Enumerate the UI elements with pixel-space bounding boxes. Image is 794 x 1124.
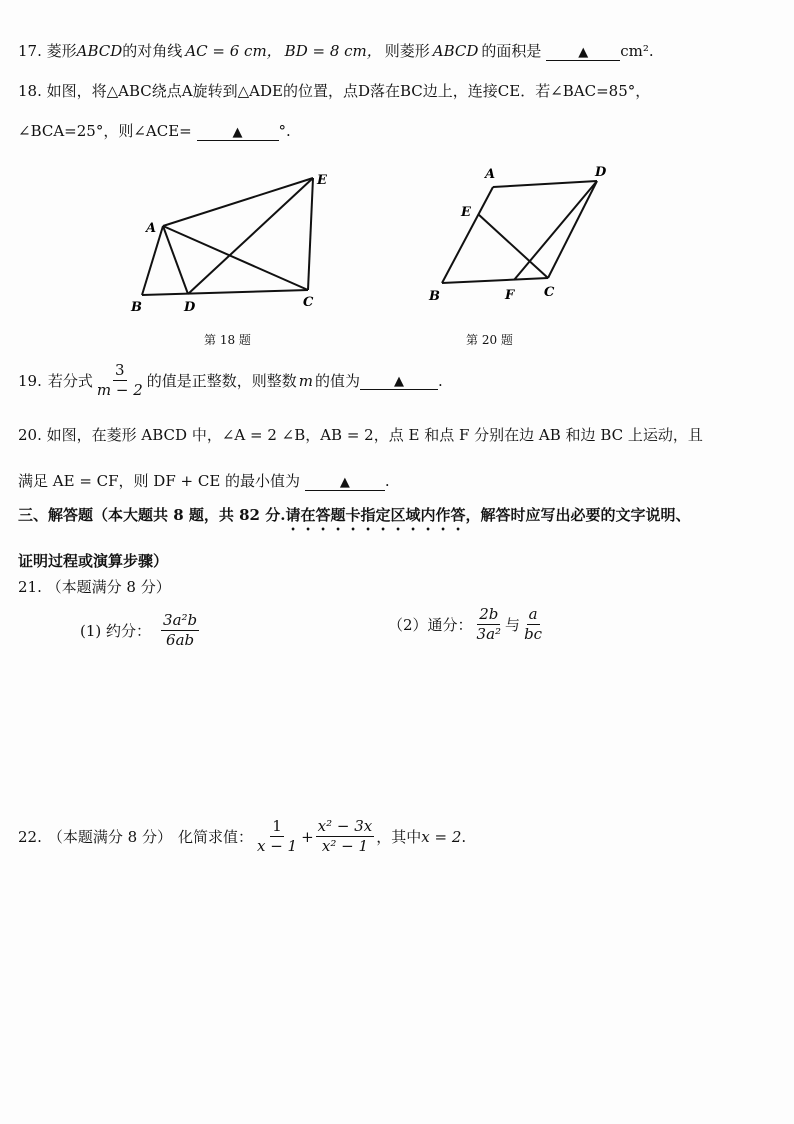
q17-text-b: 的对角线 [122, 42, 183, 60]
q19-frac-denominator: m − 2 [96, 381, 143, 400]
q19-answer-blank[interactable] [360, 371, 438, 390]
q19-text-c: 的值为 [315, 372, 361, 391]
q17-bd: BD = 8 cm， [284, 42, 382, 60]
q20-number: 20. [18, 426, 42, 444]
q17-ac: AC = 6 cm， [185, 42, 282, 60]
fig20-label-d: D [595, 165, 607, 180]
q17-abcd: ABCD [76, 42, 123, 60]
question-22 [18, 818, 466, 856]
q17-number: 17. [18, 42, 42, 60]
fig18-edge-ce [308, 178, 313, 290]
fig20-segment-ce [478, 214, 548, 278]
q21-part2-denominator1: 3a² [476, 625, 502, 644]
q21-note: （本题满分 8 分） [46, 578, 171, 596]
q20-answer-blank[interactable] [305, 472, 385, 491]
q17-unit: cm². [620, 42, 654, 60]
q20-line2-a: 满足 AE = CF，则 DF + CE 的最小值为 [18, 472, 301, 490]
q18-triangle-icon: ▲ [232, 125, 243, 140]
fig18-caption: 第 18 题 [204, 333, 251, 347]
fig18-label-e: E [317, 173, 327, 188]
q18-line1: 如图，将△ABC绕点A旋转到△ADE的位置，点D落在BC边上，连接CE．若∠BAC=85°， [46, 82, 651, 100]
q21-part1-denominator: 6ab [166, 631, 195, 650]
q20-triangle-icon: ▲ [339, 475, 350, 490]
q21-number: 21. [18, 578, 42, 596]
q22-frac2-numerator: x² − 3x [316, 818, 375, 837]
fig20-label-a: A [485, 167, 496, 182]
question-21 [18, 576, 171, 597]
fig18-edge-ae [163, 178, 313, 226]
q21-part2 [388, 606, 546, 644]
figure-20 [425, 160, 625, 310]
q18-answer-blank[interactable] [197, 122, 279, 141]
question-20-line1 [18, 424, 703, 445]
q19-m: m [298, 371, 313, 390]
figure-18 [125, 168, 335, 318]
fig20-label-b: B [429, 289, 440, 304]
question-17 [18, 40, 654, 61]
q22-frac2-denominator: x² − 1 [321, 837, 369, 856]
section-3-heading [18, 504, 690, 534]
question-20-line2 [18, 470, 390, 491]
fig20-label-e: E [461, 205, 471, 220]
fig20-edge-bc [442, 278, 548, 283]
fig20-edge-ad [493, 181, 597, 187]
q21-part2-label: （2）通分： [388, 616, 473, 635]
q22-fraction2 [316, 818, 375, 856]
q21-part2-with: 与 [505, 616, 521, 635]
q21-part1-numerator: 3a²b [161, 612, 199, 631]
fig20-label-f: F [505, 288, 515, 303]
fig18-label-d: D [184, 300, 196, 315]
q21-part2-fraction2 [522, 606, 544, 644]
section-3-title-c: ，解答时应写出必要的文字说明、 [465, 506, 691, 524]
q19-triangle-icon: ▲ [394, 374, 405, 390]
q17-answer-blank[interactable] [546, 42, 620, 61]
fig20-edge-ab [442, 187, 493, 283]
q21-part1 [80, 612, 201, 650]
q22-number: 22. [18, 827, 42, 846]
q22-fraction1 [255, 818, 299, 856]
section-3-title-a: 三、解答题（本大题共 8 题，共 82 分. [18, 506, 286, 524]
q22-end: . [461, 827, 467, 846]
q17-abcd-2: ABCD [432, 42, 479, 60]
fig20-label-c: C [544, 285, 555, 300]
q19-text-b: 的值是正整数，则整数 [146, 372, 297, 391]
q22-text-a: 化简求值： [177, 828, 253, 847]
fig18-edge-de [188, 178, 313, 294]
q18-line2-b: °. [278, 122, 291, 140]
q18-number: 18. [18, 82, 42, 100]
q17-triangle-icon: ▲ [578, 45, 589, 60]
q22-frac1-numerator: 1 [270, 818, 284, 837]
fig18-label-a: A [146, 221, 157, 236]
fig18-edge-ab [142, 226, 163, 295]
q17-text-c: 则菱形 [384, 42, 430, 60]
fig20-caption: 第 20 题 [466, 333, 513, 347]
q21-part2-numerator1: 2b [477, 606, 500, 625]
q21-part1-fraction [161, 612, 199, 650]
q20-line1: 如图，在菱形 ABCD 中，∠A = 2 ∠B，AB = 2，点 E 和点 F 分别在边 AB 和边 BC 上运动，且 [46, 426, 703, 444]
question-18-line2 [18, 120, 291, 141]
fig18-edge-bc [142, 290, 308, 295]
q22-note: （本题满分 8 分） [47, 828, 172, 847]
q22-text-b: ，其中 [376, 828, 422, 847]
question-19 [18, 362, 443, 400]
q17-text-a: 菱形 [46, 42, 77, 60]
section-3-heading-line2: 证明过程或演算步骤） [18, 552, 169, 570]
question-18-line1 [18, 80, 650, 101]
q21-part1-label: (1) 约分： [80, 622, 152, 641]
q20-end: . [384, 472, 390, 490]
q19-number: 19. [18, 371, 42, 390]
q21-part2-fraction1 [475, 606, 504, 644]
section-3-title-b: 请在答题卡指定区域内作答 [285, 506, 466, 524]
q18-line2-a: ∠BCA=25°，则∠ACE= [18, 122, 192, 140]
q21-part2-numerator2: a [527, 606, 540, 625]
q17-text-d: 的面积是 [481, 42, 542, 60]
fig18-edge-ac [163, 226, 308, 290]
q22-frac1-denominator: x − 1 [256, 837, 298, 856]
fig18-label-c: C [303, 295, 314, 310]
q19-fraction [95, 362, 145, 400]
q22-plus: + [301, 827, 314, 846]
q19-end: . [438, 371, 443, 390]
q21-part2-denominator2: bc [524, 625, 543, 644]
q22-condition: x = 2 [421, 827, 462, 846]
fig18-label-b: B [131, 300, 142, 315]
q19-text-a: 若分式 [47, 372, 93, 391]
q19-frac-numerator: 3 [113, 362, 127, 381]
